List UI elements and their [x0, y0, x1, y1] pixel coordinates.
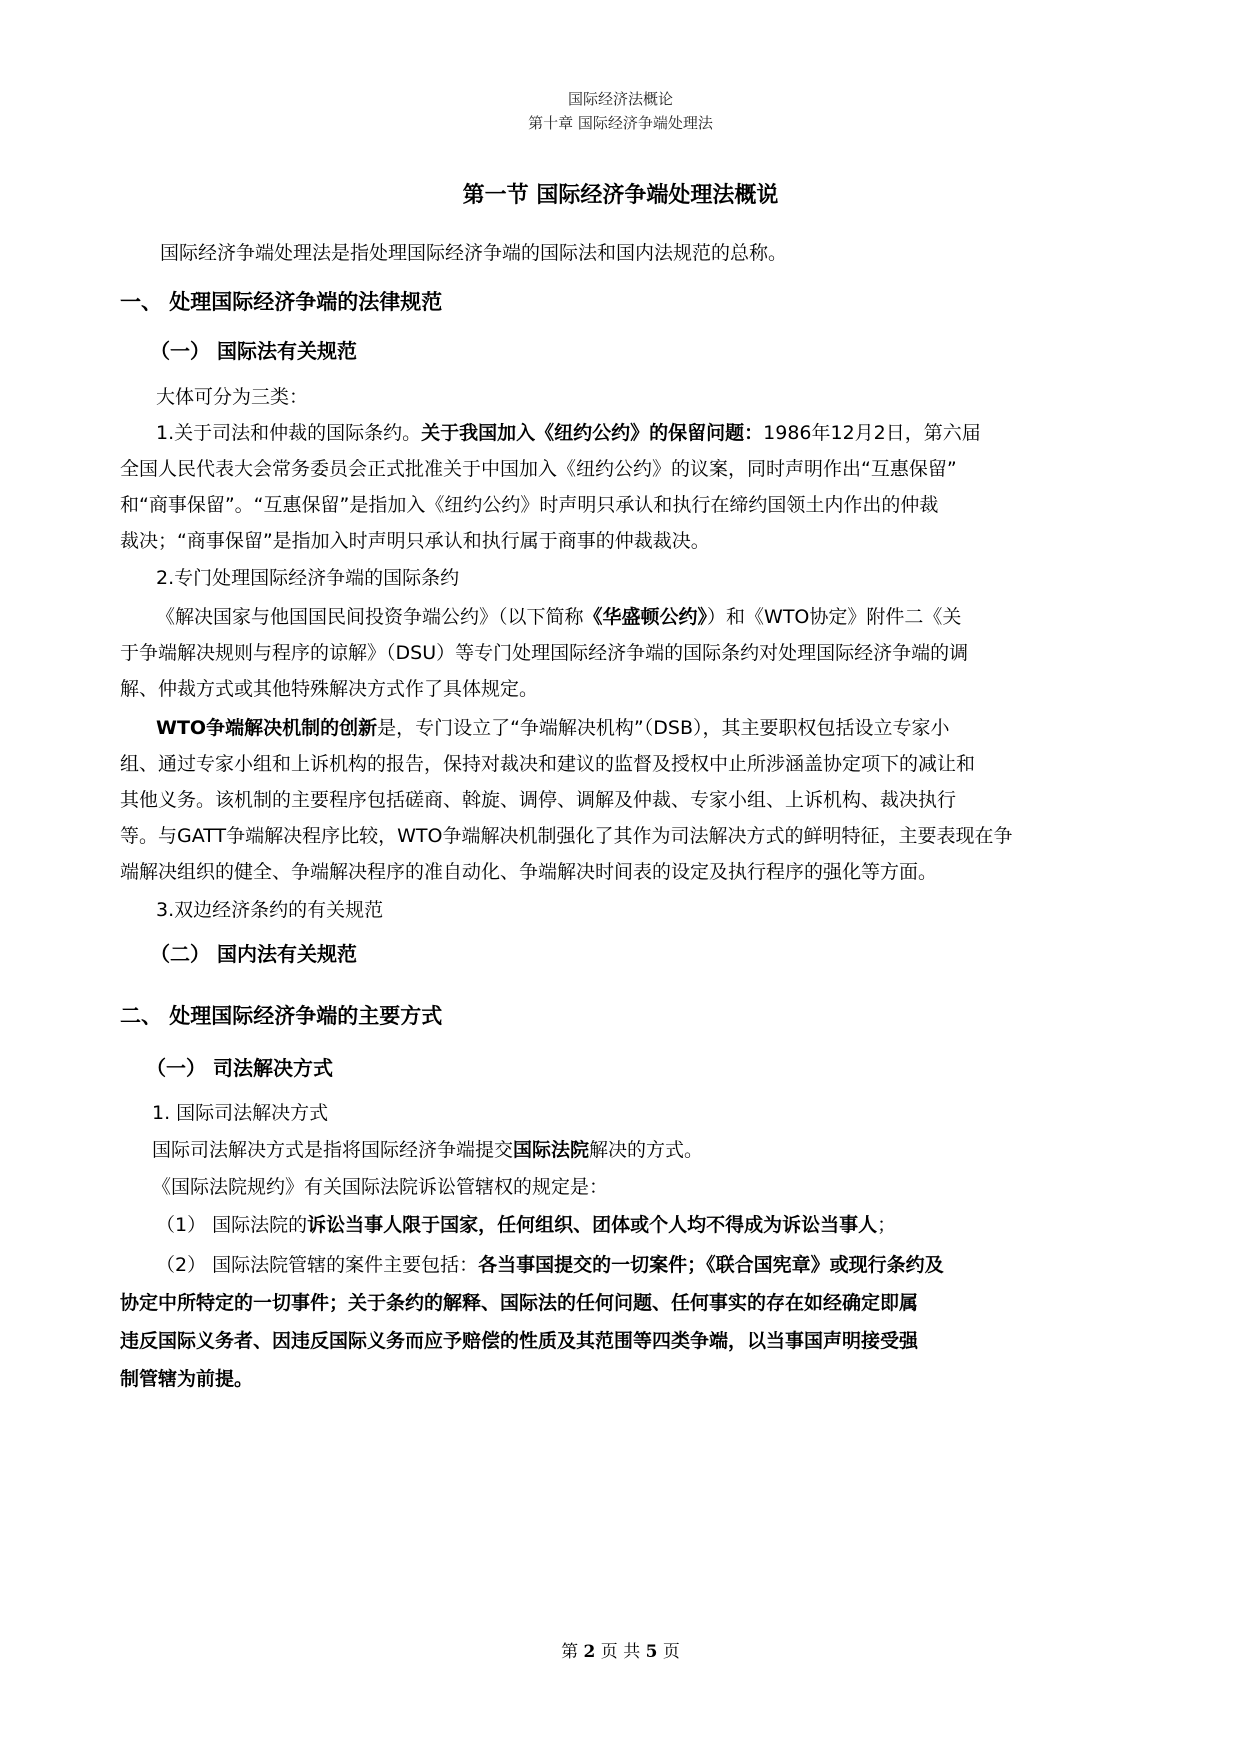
- footer-mid: 页 共: [600, 1642, 641, 1662]
- item1-line1-rest: 1986年12月2日，第六届: [763, 422, 981, 444]
- statute-line: 《国际法院规约》有关国际法院诉讼管辖权的规定是：: [152, 1176, 609, 1198]
- point2-line4: 制管辖为前提。: [120, 1368, 254, 1390]
- item1-line1: [156, 420, 1166, 446]
- item1-line3: 和“商事保留”。“互惠保留”是指加入《纽约公约》时声明只承认和执行在缔约国领土内作出的仲裁: [120, 494, 939, 516]
- definition-line: [152, 1137, 1162, 1163]
- wto-line1-rest: 是，专门设立了“争端解决机构”（DSB），其主要职权包括设立专家小: [377, 717, 950, 739]
- footer-page-number: 2: [583, 1642, 596, 1662]
- item2-line2: 于争端解决规则与程序的谅解》（DSU）等专门处理国际经济争端的国际条约对处理国际经济争端的调: [120, 642, 969, 664]
- item2-line3: 解、仲裁方式或其他特殊解决方式作了具体规定。: [120, 678, 539, 700]
- item2-line1-a: 《解决国家与他国国民间投资争端公约》（以下简称: [156, 606, 584, 628]
- item1-bold: 关于我国加入《纽约公约》的保留问题：: [421, 422, 764, 444]
- part2-heading: 二、 处理国际经济争端的主要方式: [120, 1004, 443, 1028]
- header-chapter-title: 第十章 国际经济争端处理法: [528, 114, 713, 132]
- icj-bold: 国际法院: [513, 1139, 590, 1161]
- footer-post: 页: [662, 1642, 680, 1662]
- point1-b: ；: [877, 1214, 897, 1236]
- point1-line: [156, 1212, 1166, 1238]
- point2-a: （2） 国际法院管辖的案件主要包括：: [156, 1254, 479, 1276]
- item3: 3.双边经济条约的有关规范: [156, 899, 384, 921]
- section-title: 第一节 国际经济争端处理法概说: [462, 183, 779, 208]
- point2-bold1: 各当事国提交的一切案件；《联合国宪章》或现行条约及: [478, 1254, 944, 1276]
- wto-line2: 组、通过专家小组和上诉机构的报告，保持对裁决和建议的监督及授权中止所涉涵盖协定项下的减让和: [120, 753, 976, 775]
- wto-line5: 端解决组织的健全、争端解决程序的准自动化、争端解决时间表的设定及执行程序的强化等方面。: [120, 861, 938, 883]
- item2-title: 2.专门处理国际经济争端的国际条约: [156, 567, 460, 589]
- item1-line2: 全国人民代表大会常务委员会正式批准关于中国加入《纽约公约》的议案，同时声明作出“互惠保留”: [120, 458, 957, 480]
- categories-intro: 大体可分为三类：: [156, 386, 309, 408]
- page-footer: [0, 1637, 1241, 1662]
- part2-item1-title: 1. 国际司法解决方式: [152, 1102, 329, 1124]
- definition-b: 解决的方式。: [589, 1139, 704, 1161]
- point2-line2: 协定中所特定的一切事件；关于条约的解释、国际法的任何问题、任何事实的存在如经确定即属: [120, 1292, 919, 1314]
- point1-a: （1） 国际法院的: [156, 1214, 308, 1236]
- part1-heading: 一、 处理国际经济争端的法律规范: [120, 290, 443, 314]
- wto-line4: 等。与GATT争端解决程序比较，WTO争端解决机制强化了其作为司法解决方式的鲜明特征，主要表现在争: [120, 825, 1013, 847]
- header-book-title: 国际经济法概论: [567, 90, 673, 108]
- point2-line1: [156, 1252, 1166, 1278]
- point2-line3: 违反国际义务者、因违反国际义务而应予赔偿的性质及其范围等四类争端，以当事国声明接受强: [120, 1330, 919, 1352]
- washington-convention: 《华盛顿公约》: [583, 606, 708, 628]
- footer-total-pages: 5: [645, 1642, 658, 1662]
- item1-prefix: 1.关于司法和仲裁的国际条约。: [156, 422, 422, 444]
- part1-sub1-heading: （一） 国际法有关规范: [150, 339, 357, 363]
- wto-line1: [156, 715, 1166, 741]
- part1-sub2-heading: （二） 国内法有关规范: [150, 942, 357, 966]
- wto-innovation: WTO争端解决机制的创新: [156, 717, 378, 739]
- item1-line4: 裁决；“商事保留”是指加入时声明只承认和执行属于商事的仲裁裁决。: [120, 530, 710, 552]
- point1-bold: 诉讼当事人限于国家，任何组织、团体或个人均不得成为诉讼当事人: [307, 1214, 878, 1236]
- part2-sub1-heading: （一） 司法解决方式: [146, 1056, 333, 1080]
- intro-paragraph: 国际经济争端处理法是指处理国际经济争端的国际法和国内法规范的总称。: [160, 242, 788, 264]
- item2-line1: [156, 604, 1166, 630]
- wto-line3: 其他义务。该机制的主要程序包括磋商、斡旋、调停、调解及仲裁、专家小组、上诉机构、裁决执行: [120, 789, 957, 811]
- definition-a: 国际司法解决方式是指将国际经济争端提交: [152, 1139, 514, 1161]
- item2-line1-b: ）和《WTO协定》附件二《关: [707, 606, 962, 628]
- footer-pre: 第: [561, 1642, 579, 1662]
